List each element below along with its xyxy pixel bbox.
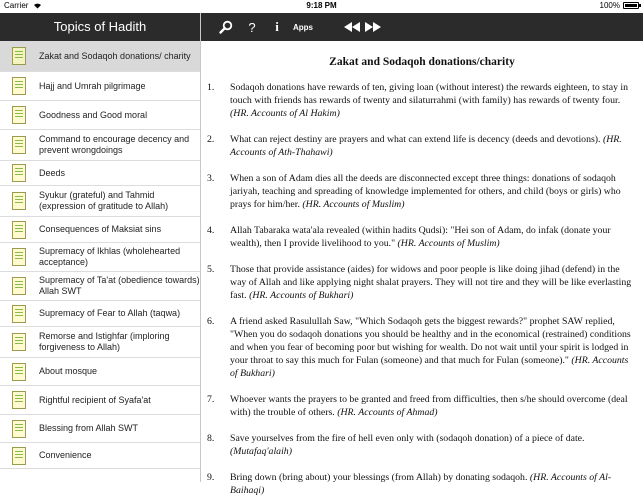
- document-icon: [12, 447, 26, 465]
- topic-title: Zakat and Sodaqoh donations/charity: [329, 56, 515, 68]
- hadith-body: A friend asked Rasulullah Saw, "Which Sodaqoh gets the biggest rewards?" prophet SAW replied, "When you do sodaqoh donations you should be healthy and in the economical (restrained) conditions and when you fear of becoming poor but wishing for wealth. Do not wait until your spirit is lodged in your throat to say this much for Fulan (someone) and that much for Fulan (someone).": [230, 316, 631, 366]
- sidebar-topic-item[interactable]: [0, 161, 200, 186]
- topic-label: Consequences of Maksiat sins: [39, 224, 162, 234]
- document-icon: [12, 164, 26, 182]
- hadith-text: [230, 393, 633, 419]
- topic-label: Command to encourage decency and prevent wrongdoings: [39, 134, 190, 155]
- toolbar: [201, 13, 643, 41]
- sidebar-topic-item[interactable]: [0, 130, 200, 161]
- topic-label: Syukur (grateful) and Tahmid (expression of gratitude to Allah): [39, 190, 169, 211]
- hadith-body: What can reject destiny are prayers and what can extend life is decency (deeds and devotions).: [230, 134, 601, 145]
- document-icon: [12, 333, 26, 351]
- battery-icon: [623, 2, 639, 9]
- topic-label: Rightful recipient of Syafa'at: [39, 394, 151, 405]
- sidebar-topic-item[interactable]: [0, 415, 200, 443]
- sidebar-topic-item[interactable]: [0, 186, 200, 217]
- document-icon: [12, 363, 26, 381]
- hadith-entry: [201, 263, 633, 302]
- search-icon: [219, 20, 233, 34]
- hadith-content: [201, 41, 643, 496]
- hadith-text: [230, 172, 633, 211]
- sidebar-topic-item[interactable]: [0, 72, 200, 101]
- hadith-entry: [201, 172, 633, 211]
- apps-button[interactable]: Apps: [293, 22, 313, 32]
- hadith-text: [230, 315, 633, 380]
- hadith-number: 3.: [207, 173, 215, 184]
- topic-label: Deeds: [39, 167, 66, 178]
- hadith-entry: [201, 432, 633, 458]
- hadith-text: [230, 471, 633, 497]
- sidebar-topic-item[interactable]: [0, 327, 200, 358]
- hadith-source: (Mutafaq'alaih): [230, 446, 292, 457]
- topic-label: About mosque: [39, 366, 98, 376]
- search-button[interactable]: [218, 13, 234, 41]
- topic-label: Zakat and Sodaqoh donations/ charity: [39, 50, 191, 61]
- hadith-text: [230, 432, 633, 458]
- document-icon: [12, 248, 26, 266]
- hadith-number: 4.: [207, 225, 215, 236]
- battery-indicator: [600, 1, 639, 10]
- hadith-number: 5.: [207, 264, 215, 275]
- document-icon: [12, 106, 26, 124]
- hadith-source: (HR. Accounts of Muslim): [397, 238, 500, 249]
- document-icon: [12, 277, 26, 295]
- sidebar-topic-item[interactable]: [0, 217, 200, 243]
- hadith-number: 9.: [207, 472, 215, 483]
- topic-list: [0, 41, 200, 469]
- sidebar-topic-item[interactable]: [0, 243, 200, 272]
- hadith-source: (HR. Accounts of Muslim): [302, 199, 405, 210]
- hadith-number: 7.: [207, 394, 215, 405]
- hadith-source: (HR. Accounts of Bukhari): [230, 355, 629, 379]
- battery-percent: 100%: [599, 1, 620, 10]
- help-button[interactable]: ?: [248, 19, 256, 35]
- fast-forward-icon: [365, 22, 381, 32]
- sidebar-topic-item[interactable]: [0, 272, 200, 301]
- hadith-body: When a son of Adam dies all the deeds are disconnected except three things: donations of sodaqoh jariyah, teaching and spreading of knowledge implemented for others, and child (boys or girls) who prays for him/her.: [230, 173, 621, 210]
- hadith-number: 2.: [207, 134, 215, 145]
- hadith-source: (HR. Accounts of Al-Baihaqi): [230, 472, 612, 496]
- sidebar-title: Topics of Hadith: [0, 13, 200, 41]
- hadith-entry: [201, 393, 633, 419]
- hadith-text: [230, 224, 633, 250]
- hadith-number: 1.: [207, 82, 215, 93]
- hadith-entry: [201, 315, 633, 380]
- hadith-entry: [201, 471, 633, 497]
- sidebar-topic-item[interactable]: [0, 41, 200, 72]
- hadith-text: [230, 81, 633, 120]
- document-icon: [12, 221, 26, 239]
- document-icon: [12, 47, 26, 65]
- status-time: 9:18 PM: [306, 1, 337, 10]
- topic-label: Convenience: [39, 450, 92, 460]
- info-button[interactable]: i: [275, 19, 279, 34]
- hadith-source: (HR. Accounts of Ahmad): [337, 407, 438, 418]
- sidebar-topic-item[interactable]: [0, 101, 200, 130]
- topics-sidebar: [0, 13, 201, 482]
- topic-label: Hajj and Umrah pilgrimage: [39, 80, 146, 91]
- hadith-body: Sodaqoh donations have rewards of ten, giving loan (without interest) the rewards eighteen, to stay in touch with friends has rewards of twenty and silaturrahmi (with family) has rewards of twenty four.: [230, 82, 629, 106]
- sidebar-topic-item[interactable]: [0, 386, 200, 415]
- hadith-body: Bring down (bring about) your blessings (from Allah) by donating sodaqoh.: [230, 472, 528, 483]
- hadith-body: Those that provide assistance (aides) for widows and poor people is like doing jihad (defend) in the way of Allah and like applying night shalat prayers. They will not tire and they will be like everlasting fast.: [230, 264, 632, 301]
- hadith-source: (HR. Accounts of Bukhari): [249, 290, 354, 301]
- topic-label: Supremacy of Fear to Allah (taqwa): [39, 308, 181, 318]
- document-icon: [12, 192, 26, 210]
- document-icon: [12, 136, 26, 154]
- hadith-source: (HR. Accounts of Ath-Thahawi): [230, 134, 622, 158]
- hadith-text: [230, 263, 633, 302]
- hadith-number: 8.: [207, 433, 215, 444]
- previous-button[interactable]: [344, 13, 360, 41]
- status-bar: [0, 0, 643, 13]
- hadith-number: 6.: [207, 316, 215, 327]
- topic-label: Supremacy of Ikhlas (wholehearted acceptance): [39, 246, 181, 267]
- sidebar-topic-item[interactable]: [0, 358, 200, 386]
- hadith-entry: [201, 81, 633, 120]
- sidebar-topic-item[interactable]: [0, 301, 200, 327]
- document-icon: [12, 391, 26, 409]
- hadith-list: [201, 81, 643, 497]
- topic-label: Remorse and Istighfar (imploring forgiveness to Allah): [39, 331, 170, 352]
- topic-label: Goodness and Good moral: [39, 109, 148, 120]
- hadith-source: (HR. Accounts of Al Hakim): [230, 108, 340, 119]
- document-icon: [12, 305, 26, 323]
- hadith-body: Whoever wants the prayers to be granted and freed from difficulties, then s/he should overcome (deal with) the trouble of others.: [230, 394, 628, 418]
- hadith-body: Save yourselves from the fire of hell even only with (sodaqoh donation) of a piece of date.: [230, 433, 585, 444]
- topic-label: Blessing from Allah SWT: [39, 423, 139, 433]
- sidebar-topic-item[interactable]: [0, 443, 200, 469]
- hadith-entry: [201, 133, 633, 159]
- document-icon: [12, 77, 26, 95]
- hadith-entry: [201, 224, 633, 250]
- hadith-body: Allah Tabaraka wata'ala revealed (within hadits Qudsi): "Hei son of Adam, do infak (donate your wealth), then I provide livelihood to you.": [230, 225, 611, 249]
- carrier-label: Carrier: [4, 1, 42, 10]
- hadith-text: [230, 133, 633, 159]
- next-button[interactable]: [365, 13, 381, 41]
- topic-label: Supremacy of Ta'at (obedience towards) Allah SWT: [39, 275, 200, 296]
- rewind-icon: [344, 22, 360, 32]
- document-icon: [12, 420, 26, 438]
